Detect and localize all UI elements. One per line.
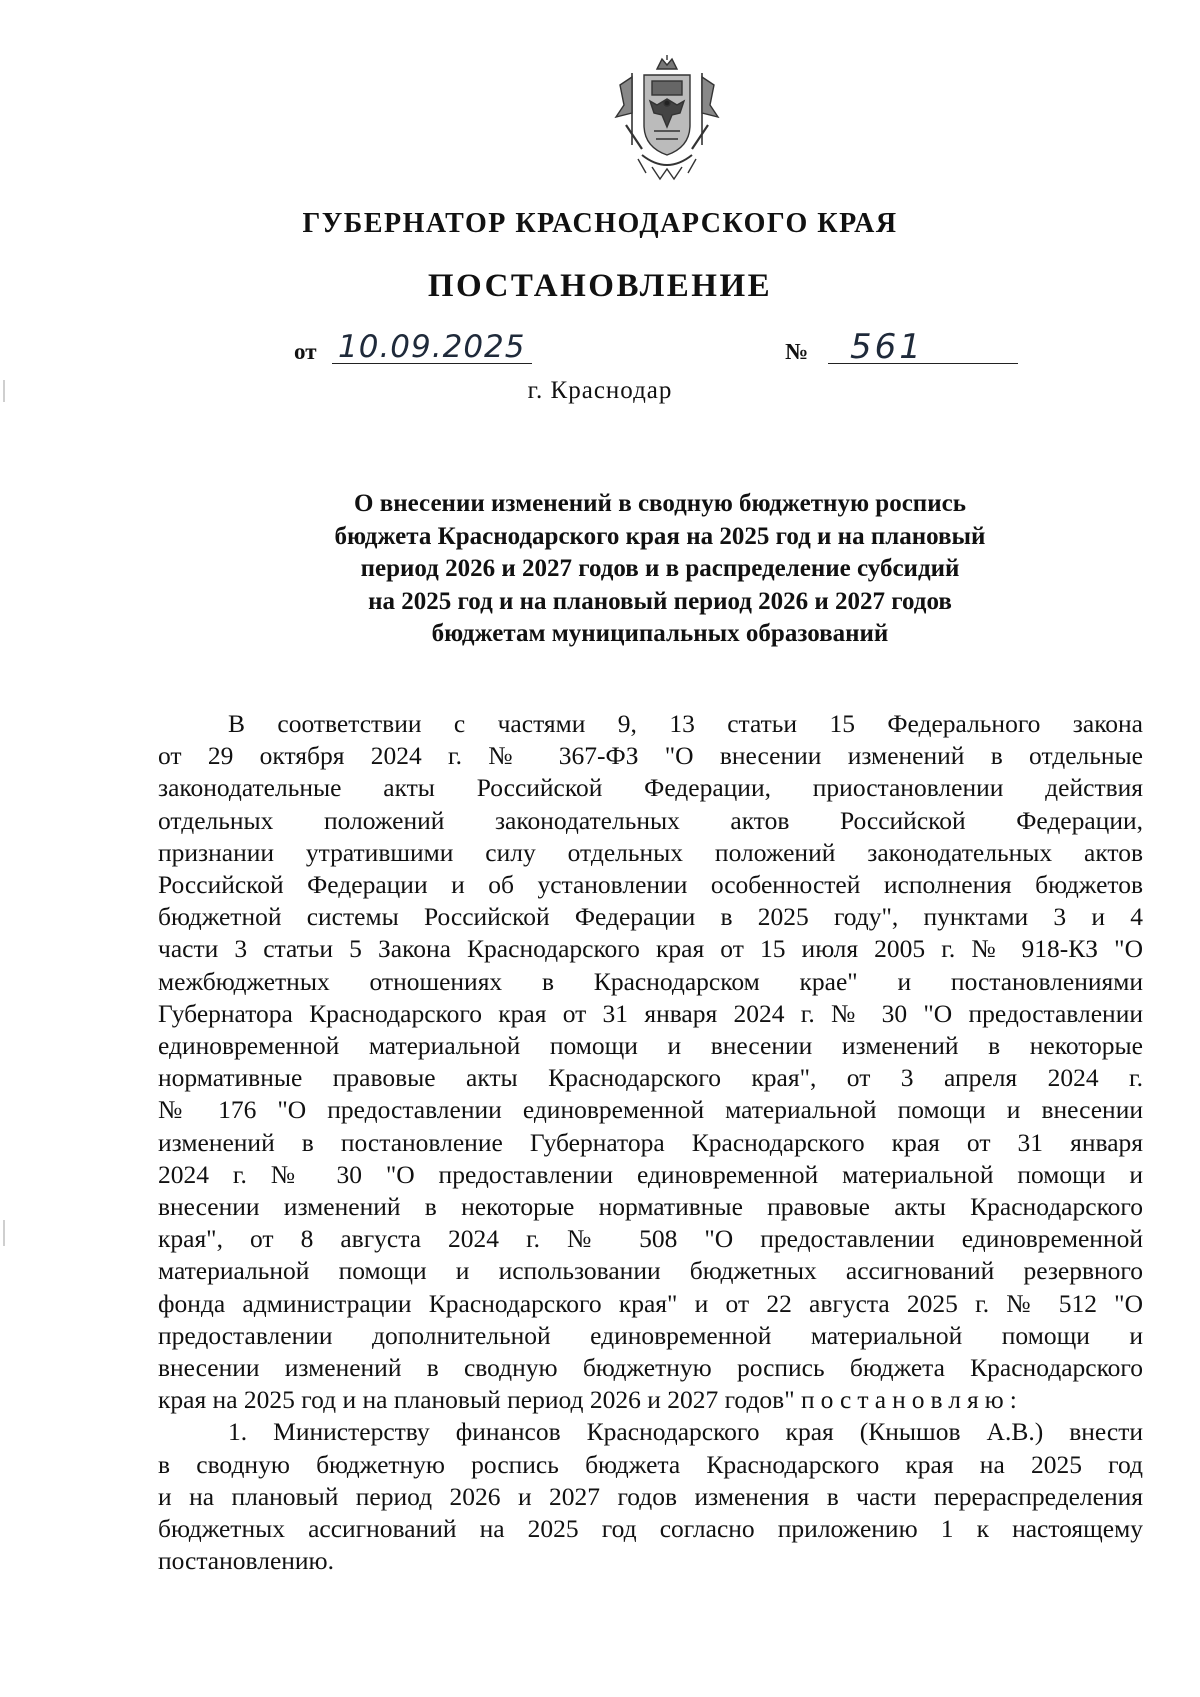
body-line: фонда администрации Краснодарского края" и от 22 августа 2025 г. № 512 "О [158,1288,1143,1318]
body-line: нормативные правовые акты Краснодарского края", от 3 апреля 2024 г. [158,1063,1143,1093]
body-line: Губернатора Краснодарского края от 31 января 2024 г. № 30 "О предоставлении [158,998,1143,1028]
body-line: В соответствии с частями 9, 13 статьи 15 Федерального закона [228,709,1143,738]
coat-of-arms-icon [612,55,722,181]
item-line: в сводную бюджетную роспись бюджета Краснодарского края на 2025 год [158,1449,1143,1479]
number-prefix: № [785,339,809,364]
body-line: признании утратившими силу отдельных положений законодательных актов [158,837,1143,867]
document-title [260,488,1060,651]
body-line-resolve [158,1384,1143,1416]
issuing-authority: ГУБЕРНАТОР КРАСНОДАРСКОГО КРАЯ [302,208,898,239]
body-line: законодательные акты Российской Федерации, приостановлении действия [158,773,1143,803]
item-line: бюджетных ассигнований на 2025 год согласно приложению 1 к настоящему [158,1514,1143,1544]
scan-artifact [3,1220,5,1246]
body-line: края", от 8 августа 2024 г. № 508 "О предоставлении единовременной [158,1224,1143,1254]
body-line: бюджетной системы Российской Федерации в 2025 году", пунктами 3 и 4 [158,902,1143,932]
body-line: края на 2025 год и на плановый период 2026 и 2027 годов" [158,1385,795,1415]
body-line: части 3 статьи 5 Закона Краснодарского края от 15 июля 2005 г. № 918-КЗ "О [158,934,1143,964]
body-line: Российской Федерации и об установлении особенностей исполнения бюджетов [158,870,1143,900]
title-line: период 2026 и 2027 годов и в распределение субсидий [360,555,960,582]
body-line: изменений в постановление Губернатора Краснодарского края от 31 января [158,1127,1143,1157]
body-line: внесении изменений в сводную бюджетную роспись бюджета Краснодарского [158,1353,1143,1383]
body-line: единовременной материальной помощи и внесении изменений в некоторые [158,1031,1143,1061]
title-line: на 2025 год и на плановый период 2026 и 2027 годов [368,587,952,615]
title-line: бюджетам муниципальных образований [431,620,889,647]
body-line: отдельных положений законодательных актов Российской Федерации, [158,805,1143,835]
date-number-row [0,325,1200,370]
date-prefix: от [294,339,317,364]
item-line: и на плановый период 2026 и 2027 годов изменения в части перераспределения [158,1481,1143,1511]
body-line: 2024 г. № 30 "О предоставлении единовременной материальной помощи и [158,1159,1143,1189]
document-city: г. Краснодар [527,377,673,404]
item-line: постановлению. [158,1546,334,1576]
body-line: межбюджетных отношениях в Краснодарском крае" и постановлениями [158,966,1143,996]
body-line: предоставлении дополнительной единовременной материальной помощи и [158,1320,1143,1350]
document-date: 10.09.2025 [338,329,526,365]
body-line: материальной помощи и использовании бюджетных ассигнований резервного [158,1256,1143,1286]
body-line: внесении изменений в некоторые нормативные правовые акты Краснодарского [158,1192,1143,1222]
resolve-word: постановляю: [801,1385,1023,1415]
document-type: ПОСТАНОВЛЕНИЕ [427,268,773,304]
document-number: 561 [850,327,924,367]
body-line: от 29 октября 2024 г. № 367-ФЗ "О внесении изменений в отдельные [158,741,1143,771]
scan-artifact [3,380,5,402]
title-line: бюджета Краснодарского края на 2025 год и на плановый [334,522,986,550]
title-line: О внесении изменений в сводную бюджетную роспись [354,490,966,517]
body-line: № 176 "О предоставлении единовременной материальной помощи и внесении [158,1095,1143,1125]
item-line: 1. Министерству финансов Краснодарского края (Кнышов А.В.) внести [228,1417,1143,1447]
document-body [158,708,1143,1577]
